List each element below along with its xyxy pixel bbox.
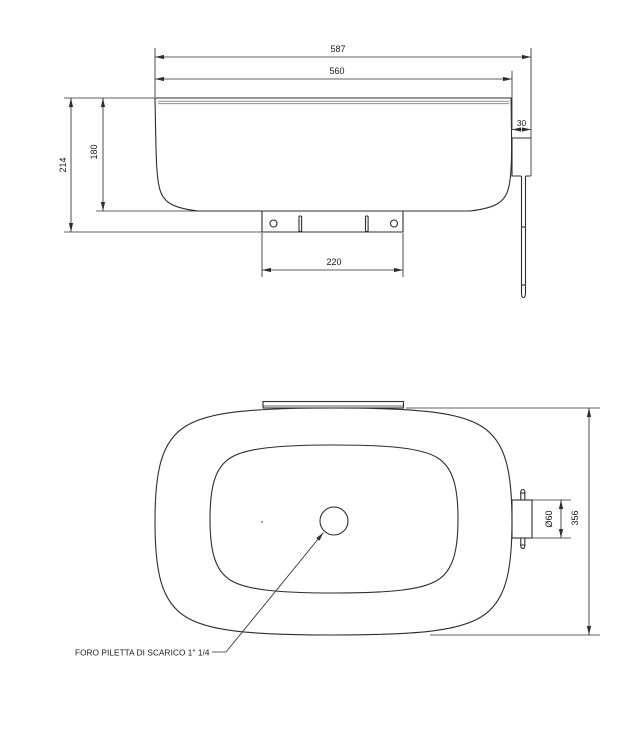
surface-speck (261, 521, 263, 523)
dim-label-d60: Ø60 (544, 510, 554, 528)
dim-bracket-width (262, 257, 403, 270)
dim-label-30: 30 (516, 118, 527, 128)
mounting-slot-left (299, 216, 302, 232)
mounting-slot-right (366, 216, 369, 232)
side-view (58, 44, 531, 298)
wall-bracket (512, 138, 531, 176)
drain-pipe (522, 176, 526, 298)
dim-label-214: 214 (58, 157, 68, 173)
dim-overall-height (58, 98, 71, 232)
extension-lines-side (64, 48, 531, 277)
mounting-hole-right (391, 220, 398, 227)
dim-side-ledge (512, 118, 531, 130)
mounting-bracket-top (263, 402, 404, 409)
drain-note-label: FORO PILETTA DI SCARICO 1" 1/4 (75, 648, 210, 658)
basin-rim-lines (158, 101, 509, 103)
basin-side-outline (155, 98, 512, 211)
mounting-bracket (262, 211, 403, 232)
dim-overall-depth (570, 408, 589, 635)
overflow-tab (512, 490, 532, 549)
dim-label-587: 587 (330, 44, 346, 54)
drain-note (75, 533, 324, 658)
dim-label-356: 356 (570, 510, 580, 526)
drain-hole (320, 507, 348, 535)
dim-label-560: 560 (329, 66, 345, 76)
basin-inner-outline (210, 445, 458, 593)
dim-bowl-width (155, 66, 512, 79)
dim-overflow-diameter (544, 500, 561, 538)
dim-label-180: 180 (89, 144, 99, 160)
dim-label-220: 220 (326, 257, 342, 267)
mounting-hole-left (270, 220, 277, 227)
overflow-pin-top (520, 490, 526, 501)
plan-view (75, 402, 600, 658)
dim-bowl-height (89, 98, 103, 211)
overflow-pin-bottom (520, 538, 526, 549)
dim-overall-width (155, 44, 531, 57)
